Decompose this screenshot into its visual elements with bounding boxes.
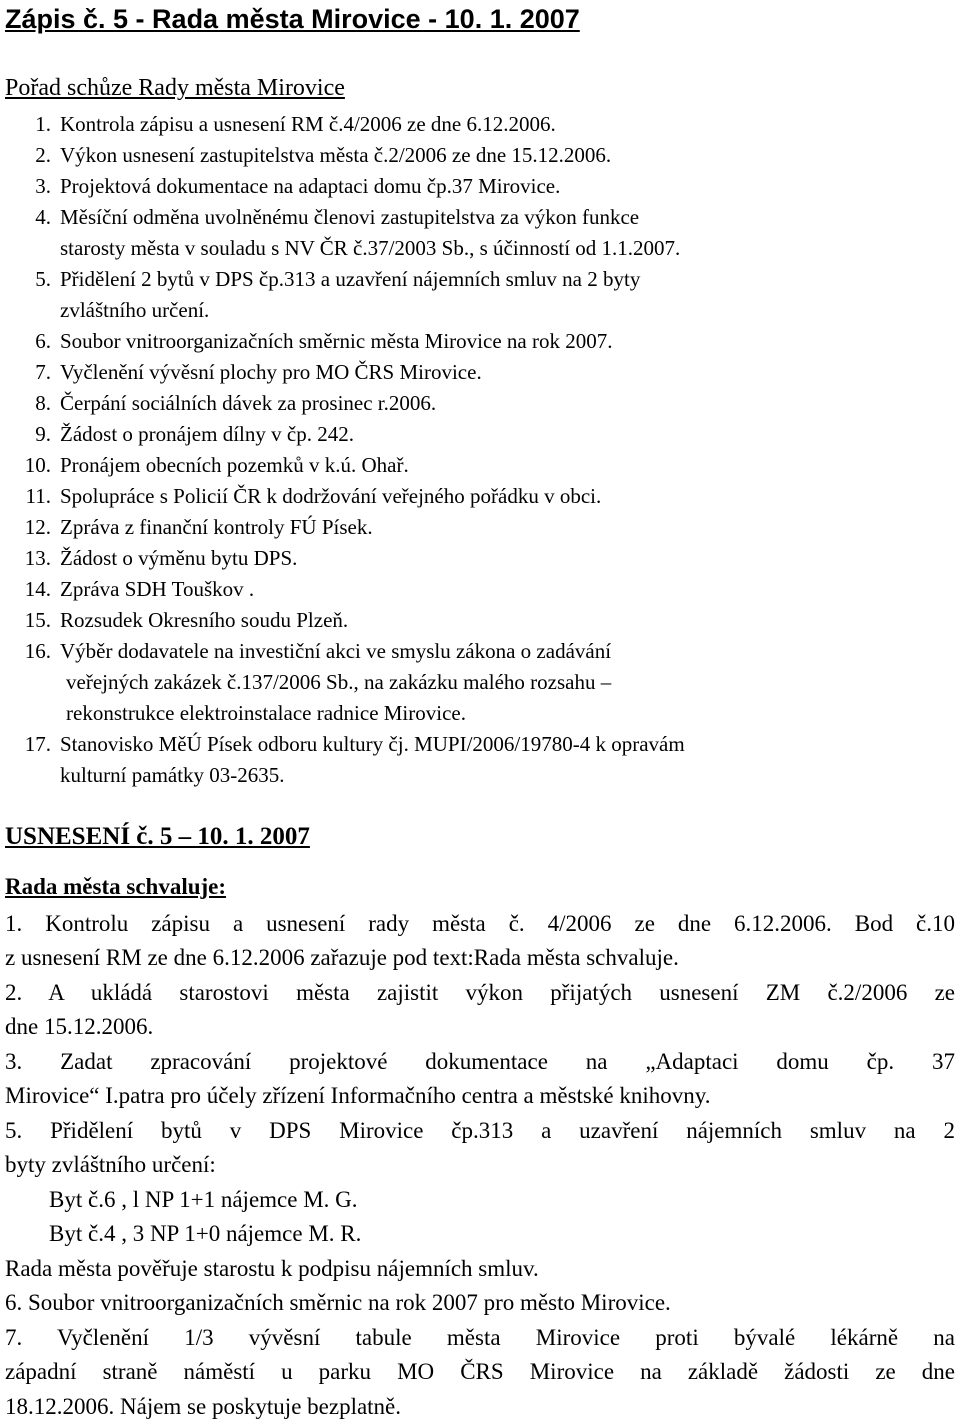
agenda-item-text: Stanovisko MěÚ Písek odboru kultury čj. MUPI/2006/19780-4 k opravám xyxy=(60,732,685,756)
resolution-subtitle: Rada města schvaluje: xyxy=(5,874,227,899)
agenda-item-text: Projektová dokumentace na adaptaci domu čp.37 Mirovice. xyxy=(60,174,561,198)
agenda-item-text: Soubor vnitroorganizačních směrnic města Mirovice na rok 2007. xyxy=(60,329,613,353)
agenda-item-text: Měsíční odměna uvolněnému členovi zastupitelstva za výkon funkce xyxy=(60,205,640,229)
agenda-item-text: Žádost o pronájem dílny v čp. 242. xyxy=(60,422,354,446)
resolution-line: 18.12.2006. Nájem se poskytuje bezplatně. xyxy=(5,1394,402,1419)
agenda-item-text: Pronájem obecních pozemků v k.ú. Ohař. xyxy=(60,453,409,477)
document-title: Zápis č. 5 - Rada města Mirovice - 10. 1. 2007 xyxy=(5,4,580,34)
agenda-item-text: Zpráva SDH Touškov . xyxy=(60,577,255,601)
resolution-line: 2. A ukládá starostovi města zajistit výkon přijatých usnesení ZM č.2/2006 ze xyxy=(5,980,955,1005)
agenda-item-number: 15. xyxy=(24,608,51,632)
resolution-line: Mirovice“ I.patra pro účely zřízení Informačního centra a městské knihovny. xyxy=(5,1083,711,1108)
agenda-item-text: Čerpání sociálních dávek za prosinec r.2006. xyxy=(60,391,437,415)
resolution-line: 7. Vyčlenění 1/3 vývěsní tabule města Mirovice proti bývalé lékárně na xyxy=(5,1325,955,1350)
agenda-item-text: kulturní památky 03-2635. xyxy=(60,763,285,787)
agenda-item-number: 4. xyxy=(35,205,51,229)
agenda-item-number: 9. xyxy=(35,422,51,446)
agenda-item-text: Rozsudek Okresního soudu Plzeň. xyxy=(60,608,349,632)
agenda-item-text: rekonstrukce elektroinstalace radnice Mirovice. xyxy=(66,701,466,725)
resolution-line: západní straně náměstí u parku MO ČRS Mirovice na základě žádosti ze dne xyxy=(5,1359,955,1384)
resolution-line: 5. Přidělení bytů v DPS Mirovice čp.313 a uzavření nájemních smluv na 2 xyxy=(5,1118,955,1143)
resolution-line: dne 15.12.2006. xyxy=(5,1014,154,1039)
agenda-item-number: 6. xyxy=(35,329,51,353)
resolution-line: Byt č.4 , 3 NP 1+0 nájemce M. R. xyxy=(49,1221,362,1246)
agenda-item-text: Spolupráce s Policií ČR k dodržování veřejného pořádku v obci. xyxy=(60,484,602,508)
resolution-line: 3. Zadat zpracování projektové dokumentace na „Adaptaci domu čp. 37 xyxy=(5,1049,955,1074)
agenda-item-number: 7. xyxy=(35,360,51,384)
resolution-line: 6. Soubor vnitroorganizačních směrnic na rok 2007 pro město Mirovice. xyxy=(5,1290,671,1315)
agenda-item-number: 1. xyxy=(35,112,51,136)
agenda-item-text: veřejných zakázek č.137/2006 Sb., na zakázku malého rozsahu – xyxy=(66,670,612,694)
agenda-item-number: 8. xyxy=(35,391,51,415)
agenda-item-number: 17. xyxy=(24,732,51,756)
agenda-item-text: starosty města v souladu s NV ČR č.37/2003 Sb., s účinností od 1.1.2007. xyxy=(60,236,681,260)
agenda-item-number: 2. xyxy=(35,143,51,167)
agenda-item-text: zvláštního určení. xyxy=(60,298,210,322)
agenda-item-number: 10. xyxy=(24,453,51,477)
agenda-heading: Pořad schůze Rady města Mirovice xyxy=(5,75,345,101)
agenda-item-number: 13. xyxy=(24,546,51,570)
resolution-line: byty zvláštního určení: xyxy=(5,1152,216,1177)
agenda-item-number: 14. xyxy=(24,577,51,601)
agenda-item-text: Vyčlenění vývěsní plochy pro MO ČRS Mirovice. xyxy=(60,360,482,384)
agenda-item-number: 5. xyxy=(35,267,51,291)
agenda-item-number: 3. xyxy=(35,174,51,198)
agenda-item-text: Výkon usnesení zastupitelstva města č.2/2006 ze dne 15.12.2006. xyxy=(60,143,612,167)
resolution-line: 1. Kontrolu zápisu a usnesení rady města č. 4/2006 ze dne 6.12.2006. Bod č.10 xyxy=(5,911,955,936)
resolution-line: Rada města pověřuje starostu k podpisu nájemních smluv. xyxy=(5,1256,539,1281)
agenda-item-number: 12. xyxy=(24,515,51,539)
agenda-item-text: Kontrola zápisu a usnesení RM č.4/2006 ze dne 6.12.2006. xyxy=(60,112,556,136)
resolution-title: USNESENÍ č. 5 – 10. 1. 2007 xyxy=(5,823,310,850)
resolution-line: z usnesení RM ze dne 6.12.2006 zařazuje pod text:Rada města schvaluje. xyxy=(5,945,679,970)
agenda-item-number: 16. xyxy=(24,639,51,663)
agenda-item-text: Přidělení 2 bytů v DPS čp.313 a uzavření nájemních smluv na 2 byty xyxy=(60,267,641,291)
agenda-item-text: Výběr dodavatele na investiční akci ve smyslu zákona o zadávání xyxy=(60,639,612,663)
agenda-item-text: Zpráva z finanční kontroly FÚ Písek. xyxy=(60,515,373,539)
agenda-item-number: 11. xyxy=(25,484,51,508)
resolution-line: Byt č.6 , l NP 1+1 nájemce M. G. xyxy=(49,1187,358,1212)
agenda-item-text: Žádost o výměnu bytu DPS. xyxy=(60,546,298,570)
